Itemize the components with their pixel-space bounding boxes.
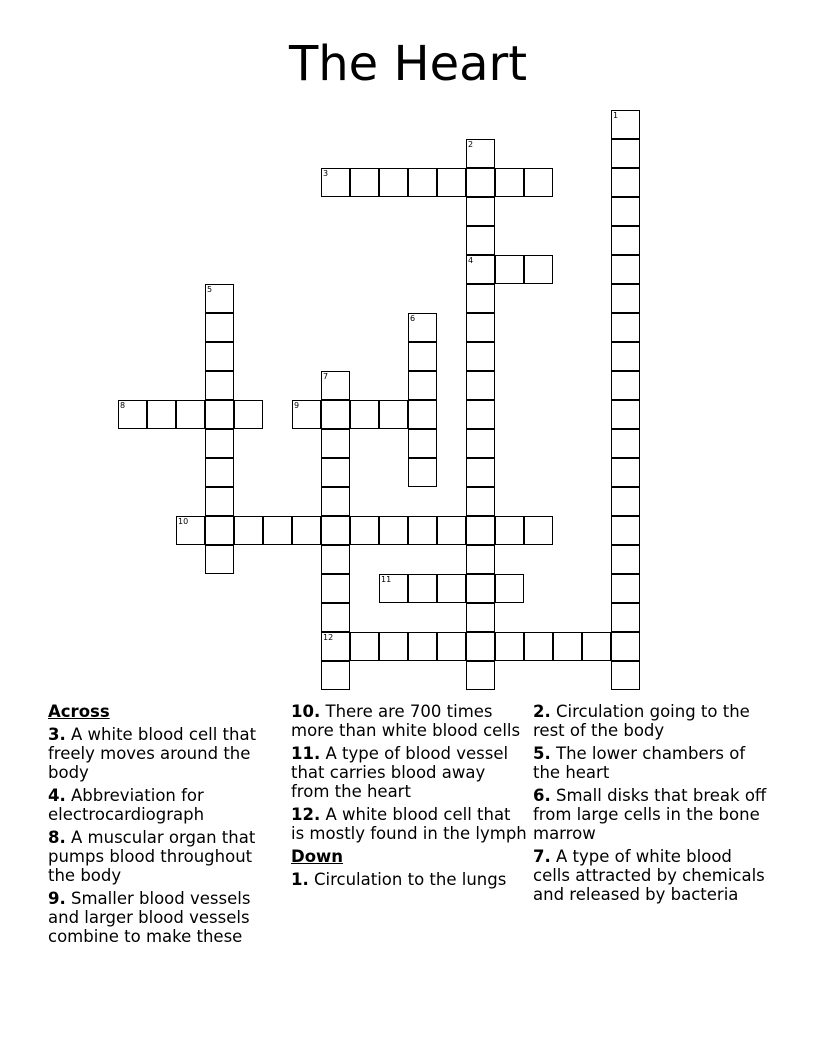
across-clue-3 (48, 725, 284, 782)
grid-cell[interactable] (263, 516, 292, 545)
down-clue-2 (533, 702, 769, 740)
grid-cell[interactable] (611, 168, 640, 197)
clue-number: 8. (48, 828, 66, 847)
across-clue-4 (48, 786, 284, 824)
clue-number: 10. (291, 702, 321, 721)
grid-cell[interactable] (205, 371, 234, 400)
grid-cell[interactable] (379, 516, 408, 545)
grid-cell[interactable] (408, 516, 437, 545)
grid-cell[interactable] (611, 342, 640, 371)
grid-cell[interactable] (466, 371, 495, 400)
grid-cell[interactable] (466, 342, 495, 371)
across-heading: Across (48, 702, 110, 721)
clue-text: Small disks that break off from large cells in the bone marrow (533, 786, 767, 843)
grid-cell[interactable] (495, 168, 524, 197)
grid-cell[interactable] (466, 197, 495, 226)
grid-cell[interactable] (495, 516, 524, 545)
cell-number: 8 (120, 401, 126, 410)
grid-cell[interactable] (611, 371, 640, 400)
grid-cell[interactable] (147, 400, 176, 429)
cell-number: 7 (323, 372, 329, 381)
cell-number: 3 (323, 169, 329, 178)
grid-cell[interactable] (292, 400, 321, 429)
down-clue-7 (533, 847, 769, 904)
down-clue-1 (291, 870, 527, 889)
grid-cell[interactable] (408, 168, 437, 197)
down-heading: Down (291, 847, 344, 866)
clue-text: There are 700 times more than white blood cells (291, 702, 521, 740)
grid-cell[interactable] (321, 400, 350, 429)
grid-cell[interactable] (321, 487, 350, 516)
grid-cell[interactable] (437, 168, 466, 197)
grid-cell[interactable] (611, 197, 640, 226)
grid-cell[interactable] (408, 371, 437, 400)
grid-cell[interactable] (321, 429, 350, 458)
clue-text: The lower chambers of the heart (533, 744, 746, 782)
clue-text: A white blood cell that freely moves around the body (48, 725, 257, 782)
grid-cell[interactable] (205, 400, 234, 429)
grid-cell[interactable] (379, 400, 408, 429)
clue-number: 7. (533, 847, 551, 866)
grid-cell[interactable] (611, 139, 640, 168)
clue-number: 12. (291, 805, 321, 824)
grid-cell[interactable] (205, 313, 234, 342)
clue-text: A muscular organ that pumps blood throughout the body (48, 828, 256, 885)
cell-number: 6 (410, 314, 416, 323)
clue-number: 2. (533, 702, 551, 721)
across-clue-11 (291, 744, 527, 801)
clue-number: 6. (533, 786, 551, 805)
grid-cell[interactable] (611, 632, 640, 661)
grid-cell[interactable] (611, 487, 640, 516)
grid-cell[interactable] (611, 226, 640, 255)
grid-cell[interactable] (321, 516, 350, 545)
clue-number: 3. (48, 725, 66, 744)
cell-number: 2 (468, 140, 474, 149)
cell-number: 10 (178, 517, 189, 526)
grid-cell[interactable] (408, 400, 437, 429)
grid-cell[interactable] (408, 458, 437, 487)
grid-cell[interactable] (466, 400, 495, 429)
grid-cell[interactable] (437, 516, 466, 545)
grid-cell[interactable] (611, 313, 640, 342)
clue-number: 11. (291, 744, 321, 763)
grid-cell[interactable] (466, 545, 495, 574)
grid-cell[interactable] (437, 632, 466, 661)
grid-cell[interactable] (205, 487, 234, 516)
grid-cell[interactable] (118, 400, 147, 429)
grid-cell[interactable] (379, 632, 408, 661)
clues-column-3 (533, 702, 769, 908)
grid-cell[interactable] (553, 632, 582, 661)
page-title: The Heart (288, 36, 528, 92)
across-clue-9 (48, 889, 284, 946)
clue-text: A type of blood vessel that carries blood away from the heart (291, 744, 509, 801)
clue-number: 9. (48, 889, 66, 908)
grid-cell[interactable] (234, 400, 263, 429)
grid-cell[interactable] (408, 574, 437, 603)
grid-cell[interactable] (611, 574, 640, 603)
grid-cell[interactable] (408, 342, 437, 371)
grid-cell[interactable] (466, 139, 495, 168)
grid-cell[interactable] (466, 284, 495, 313)
grid-cell[interactable] (611, 400, 640, 429)
cell-number: 5 (207, 285, 213, 294)
grid-cell[interactable] (205, 458, 234, 487)
grid-cell[interactable] (466, 255, 495, 284)
grid-cell[interactable] (524, 632, 553, 661)
grid-cell[interactable] (611, 661, 640, 690)
grid-cell[interactable] (611, 110, 640, 139)
grid-cell[interactable] (466, 574, 495, 603)
clue-text: Smaller blood vessels and larger blood vessels combine to make these (48, 889, 251, 946)
grid-cell[interactable] (321, 458, 350, 487)
grid-cell[interactable] (379, 168, 408, 197)
cell-number: 12 (323, 633, 334, 642)
clues-column-1 (48, 702, 284, 950)
grid-cell[interactable] (321, 168, 350, 197)
clue-text: A white blood cell that is mostly found in the lymph (291, 805, 527, 843)
across-clue-12 (291, 805, 527, 843)
across-clue-10 (291, 702, 527, 740)
grid-cell[interactable] (466, 313, 495, 342)
grid-cell[interactable] (321, 661, 350, 690)
cell-number: 9 (294, 401, 300, 410)
clues-column-2 (291, 702, 527, 893)
grid-cell[interactable] (466, 458, 495, 487)
grid-cell[interactable] (466, 603, 495, 632)
across-clue-8 (48, 828, 284, 885)
clue-number: 5. (533, 744, 551, 763)
grid-cell[interactable] (350, 632, 379, 661)
grid-cell[interactable] (611, 516, 640, 545)
grid-cell[interactable] (350, 168, 379, 197)
grid-cell[interactable] (437, 574, 466, 603)
grid-cell[interactable] (408, 429, 437, 458)
grid-cell[interactable] (321, 545, 350, 574)
cell-number: 1 (613, 111, 619, 120)
clue-text: Circulation to the lungs (314, 870, 507, 889)
grid-cell[interactable] (466, 226, 495, 255)
grid-cell[interactable] (466, 632, 495, 661)
grid-cell[interactable] (495, 632, 524, 661)
cell-number: 11 (381, 575, 392, 584)
grid-cell[interactable] (205, 429, 234, 458)
down-clue-5 (533, 744, 769, 782)
grid-cell[interactable] (611, 255, 640, 284)
down-clue-6 (533, 786, 769, 843)
grid-cell[interactable] (205, 284, 234, 313)
cell-number: 4 (468, 256, 474, 265)
grid-cell[interactable] (205, 342, 234, 371)
clue-number: 1. (291, 870, 309, 889)
grid-cell[interactable] (321, 603, 350, 632)
grid-cell[interactable] (611, 603, 640, 632)
grid-cell[interactable] (524, 516, 553, 545)
grid-cell[interactable] (350, 516, 379, 545)
grid-cell[interactable] (205, 516, 234, 545)
clue-text: A type of white blood cells attracted by chemicals and released by bacteria (533, 847, 765, 904)
grid-cell[interactable] (379, 574, 408, 603)
grid-cell[interactable] (611, 284, 640, 313)
grid-cell[interactable] (408, 313, 437, 342)
grid-cell[interactable] (321, 371, 350, 400)
grid-cell[interactable] (611, 458, 640, 487)
grid-cell[interactable] (611, 545, 640, 574)
grid-cell[interactable] (524, 168, 553, 197)
grid-cell[interactable] (582, 632, 611, 661)
grid-cell[interactable] (466, 661, 495, 690)
grid-cell[interactable] (524, 255, 553, 284)
grid-cell[interactable] (176, 400, 205, 429)
grid-cell[interactable] (611, 429, 640, 458)
grid-cell[interactable] (321, 632, 350, 661)
grid-cell[interactable] (466, 168, 495, 197)
clue-number: 4. (48, 786, 66, 805)
grid-cell[interactable] (408, 632, 437, 661)
grid-cell[interactable] (176, 516, 205, 545)
grid-cell[interactable] (205, 545, 234, 574)
grid-cell[interactable] (234, 516, 263, 545)
grid-cell[interactable] (292, 516, 321, 545)
grid-cell[interactable] (466, 516, 495, 545)
grid-cell[interactable] (321, 574, 350, 603)
clue-text: Circulation going to the rest of the body (533, 702, 750, 740)
grid-cell[interactable] (495, 574, 524, 603)
grid-cell[interactable] (350, 400, 379, 429)
grid-cell[interactable] (466, 429, 495, 458)
clue-text: Abbreviation for electrocardiograph (48, 786, 205, 824)
grid-cell[interactable] (466, 487, 495, 516)
grid-cell[interactable] (495, 255, 524, 284)
